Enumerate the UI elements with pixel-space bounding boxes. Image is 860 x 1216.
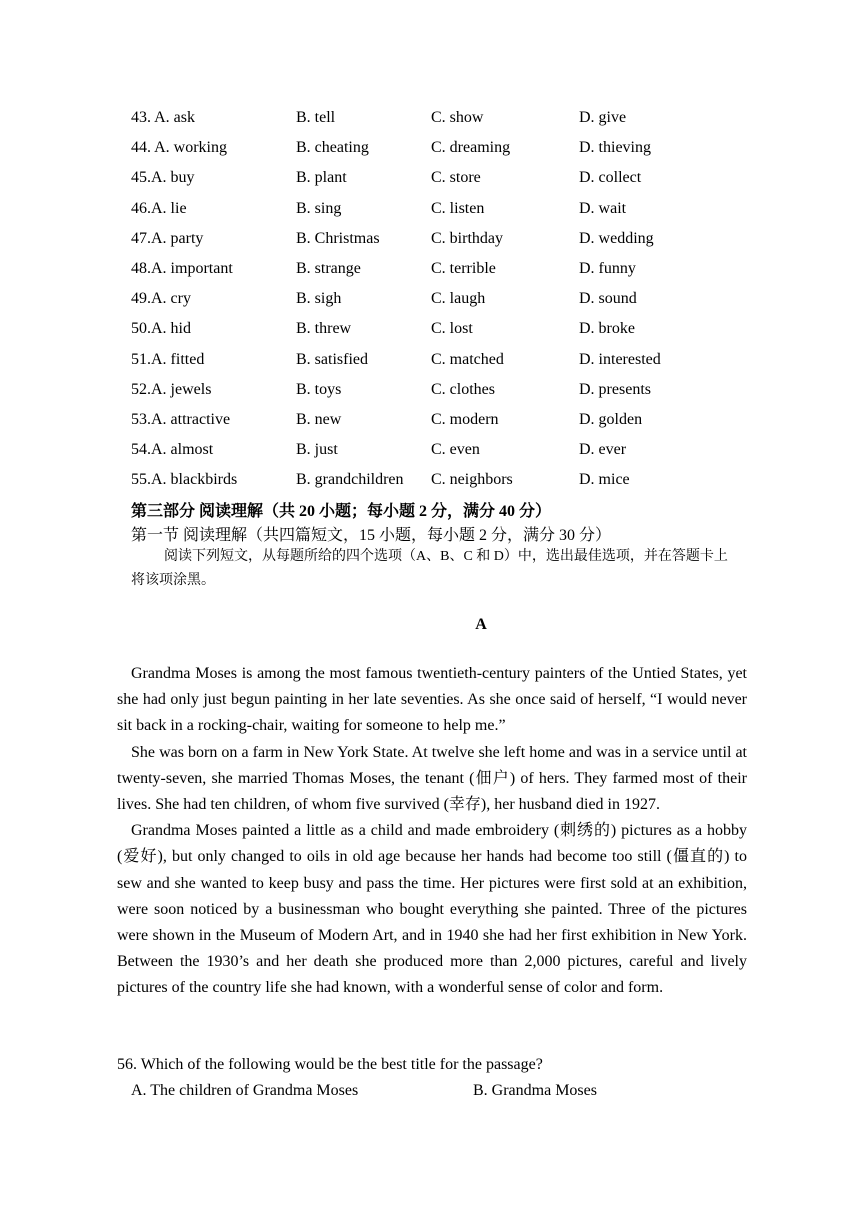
option-d: D. golden [579,410,643,428]
option-a: 48.A. important [131,259,233,277]
passage-paragraph: Grandma Moses painted a little as a child and made embroidery (刺绣的) pictures as a hobby (爱好), but only changed to oils in old age because her hands had become too still (僵直的) to sew and she wanted to keep busy and pass the time. Her pictures were first sold at an exhibition, were soon noticed by a businessman who bought everything she painted. Three of the pictures were shown in the Museum of Modern Art, and in 1940 she had her first exhibition in New York. Between the 1930’s and her death she produced more than 2,000 pictures, careful and lively pictures of the country life she had known, with a wonderful sense of color and form. [117,822,747,997]
option-d: D. sound [579,290,637,308]
option-c: C. lost [431,320,473,338]
option-b: B. satisfied [296,350,368,368]
option-d: D. wait [579,199,627,217]
option-a: 47.A. party [131,229,204,247]
option-c: C. clothes [431,380,495,398]
option-row-54 [0,435,860,465]
option-a: 45.A. buy [131,169,195,187]
option-row-50 [0,314,860,344]
option-d: D. presents [579,380,651,398]
option-c: C. listen [431,199,485,217]
option-c: C. terrible [431,259,496,277]
option-c: C. neighbors [431,471,513,489]
option-b: B. grandchildren [296,471,404,489]
option-d: D. give [579,109,627,126]
option-b: B. new [296,410,342,428]
option-b: B. just [296,441,338,459]
option-a: 55.A. blackbirds [131,471,238,489]
option-a: 44. A. working [131,139,227,157]
option-a: 51.A. fitted [131,350,205,368]
option-c: C. show [431,109,484,126]
passage-paragraph: Grandma Moses is among the most famous twentieth-century painters of the Untied States, yet she had only just begun painting in her late seventies. As she once said of herself, “I would never sit back in a rocking-chair, waiting for someone to help me.” [117,665,747,735]
option-c: C. store [431,169,481,187]
option-d: D. funny [579,259,636,277]
option-row-47 [0,224,860,254]
option-b: B. sing [296,199,342,217]
question-options [131,1078,731,1104]
option-d: D. thieving [579,139,651,157]
question-stem: 56. Which of the following would be the best title for the passage? [117,1056,543,1073]
cloze-options-table [0,103,860,495]
option-row-51 [0,345,860,375]
option-b: B. sigh [296,290,342,308]
option-d: D. collect [579,169,642,187]
passage-label: A [475,616,487,633]
option-b: B. plant [296,169,347,187]
answer-option-a: A. The children of Grandma Moses [131,1082,359,1099]
section-title: 第三部分 阅读理解（共 20 小题；每小题 2 分，满分 40 分） [131,503,552,520]
option-b: B. cheating [296,139,369,157]
option-c: C. even [431,441,480,459]
option-b: B. strange [296,259,361,277]
option-d: D. ever [579,441,627,459]
option-d: D. interested [579,350,661,368]
option-a: 54.A. almost [131,441,214,459]
option-d: D. broke [579,320,635,338]
reading-passage [117,661,747,1002]
option-row-45 [0,163,860,193]
option-b: B. Christmas [296,229,380,247]
option-b: B. threw [296,320,352,338]
option-a: 43. A. ask [131,109,195,126]
option-a: 46.A. lie [131,199,187,217]
passage-paragraph: She was born on a farm in New York State. At twelve she left home and was in a service until at twenty-seven, she married Thomas Moses, the tenant (佃户) of hers. They farmed most of their lives. She had ten children, of whom five survived (幸存), her husband died in 1927. [117,743,747,814]
option-row-55 [0,465,860,495]
option-a: 50.A. hid [131,320,191,338]
option-row-48 [0,254,860,284]
answer-option-b: B. Grandma Moses [473,1082,597,1099]
option-row-44 [0,133,860,163]
option-row-52 [0,375,860,405]
option-row-49 [0,284,860,314]
option-a: 49.A. cry [131,290,191,308]
option-c: C. dreaming [431,139,511,157]
subsection-title: 第一节 阅读理解（共四篇短文，15 小题，每小题 2 分，满分 30 分） [131,527,612,544]
option-row-53 [0,405,860,435]
option-c: C. birthday [431,229,503,247]
option-d: D. mice [579,471,630,489]
option-a: 52.A. jewels [131,380,212,398]
option-c: C. modern [431,410,499,428]
option-a: 53.A. attractive [131,410,231,428]
option-d: D. wedding [579,229,654,247]
option-c: C. matched [431,350,504,368]
option-row-43 [0,103,860,133]
instructions: 阅读下列短文，从每题所给的四个选项（A、B、C 和 D）中，选出最佳选项，并在答题卡上将该项涂黑。 [131,549,728,588]
option-b: B. toys [296,380,342,398]
option-b: B. tell [296,109,336,126]
option-row-46 [0,194,860,224]
option-c: C. laugh [431,290,486,308]
